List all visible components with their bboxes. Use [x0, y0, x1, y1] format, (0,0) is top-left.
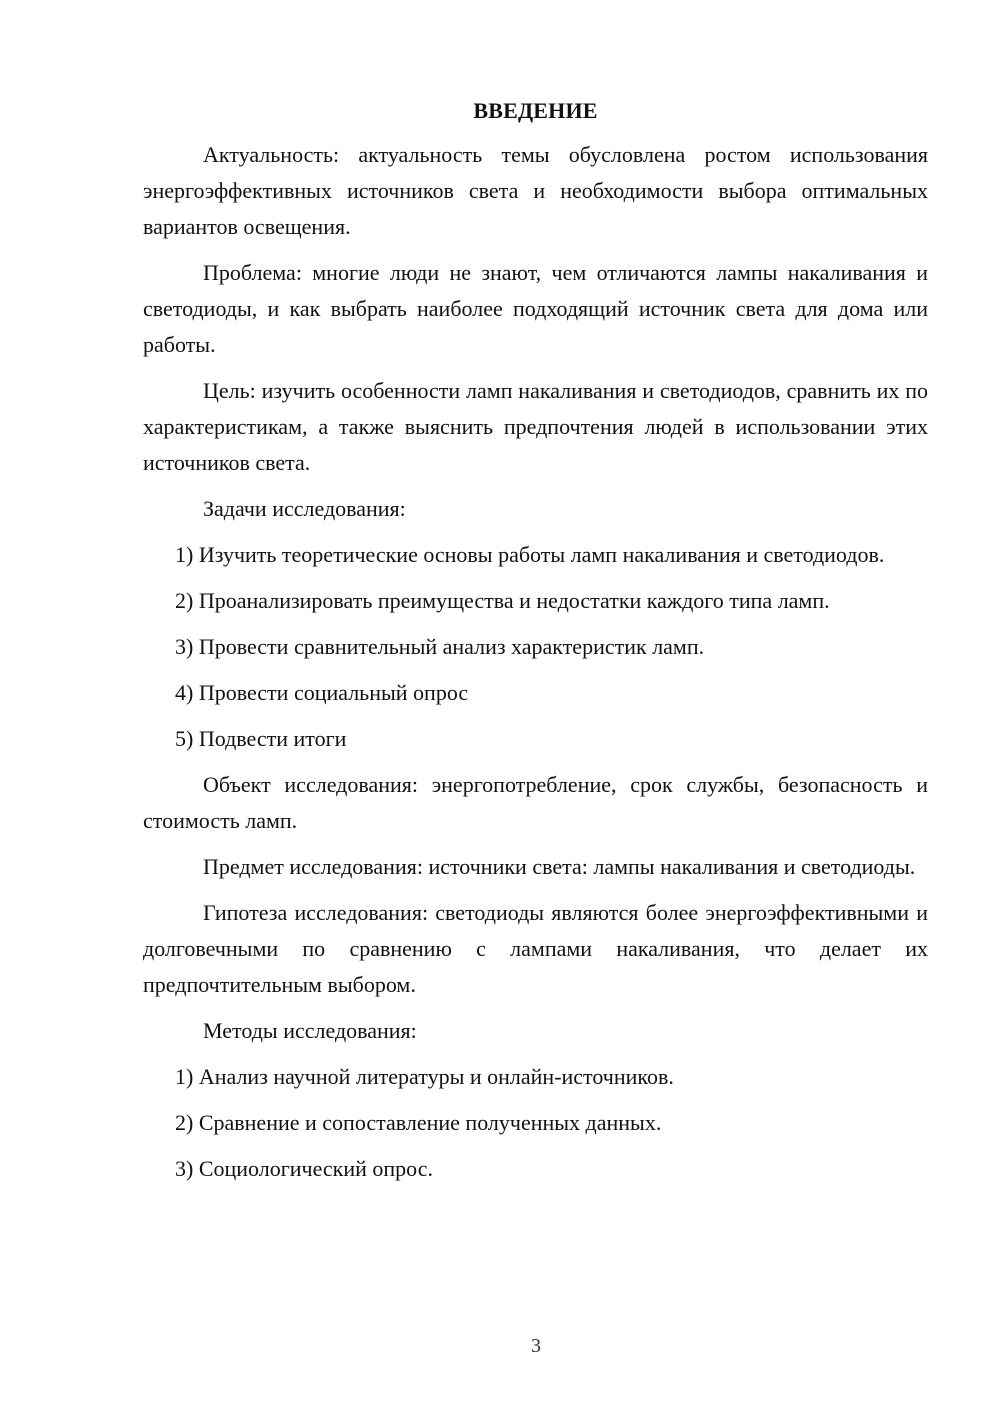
- task-item-3: 3) Провести сравнительный анализ характеристик ламп.: [175, 634, 705, 659]
- task-item-2: 2) Проанализировать преимущества и недостатки каждого типа ламп.: [175, 588, 830, 613]
- document-page: [143, 95, 928, 1197]
- subject-paragraph: Предмет исследования: источники света: лампы накаливания и светодиоды.: [203, 854, 916, 879]
- task-item-5: 5) Подвести итоги: [175, 726, 347, 751]
- section-title: ВВЕДЕНИЕ: [473, 98, 598, 123]
- relevance-paragraph: Актуальность: актуальность темы обусловлена ростом использования энергоэффективных источников света и необходимости выбора оптимальных вариантов освещения.: [143, 142, 928, 239]
- method-item-2: 2) Сравнение и сопоставление полученных данных.: [175, 1110, 662, 1135]
- method-item-1: 1) Анализ научной литературы и онлайн-источников.: [175, 1064, 674, 1089]
- page-number: 3: [531, 1335, 541, 1357]
- object-paragraph: Объект исследования: энергопотребление, срок службы, безопасность и стоимость ламп.: [143, 772, 928, 833]
- hypothesis-paragraph: Гипотеза исследования: светодиоды являются более энергоэффективными и долговечными по сравнению с лампами накаливания, что делает их предпочтительным выбором.: [143, 900, 928, 997]
- task-item-1: 1) Изучить теоретические основы работы ламп накаливания и светодиодов.: [175, 542, 885, 567]
- methods-heading: Методы исследования:: [203, 1018, 417, 1043]
- problem-paragraph: Проблема: многие люди не знают, чем отличаются лампы накаливания и светодиоды, и как выбрать наиболее подходящий источник света для дома или работы.: [143, 260, 928, 357]
- tasks-heading: Задачи исследования:: [203, 496, 406, 521]
- goal-paragraph: Цель: изучить особенности ламп накаливания и светодиодов, сравнить их по характеристикам, а также выяснить предпочтения людей в использовании этих источников света.: [143, 378, 928, 475]
- task-item-4: 4) Провести социальный опрос: [175, 680, 469, 705]
- method-item-3: 3) Социологический опрос.: [175, 1156, 433, 1181]
